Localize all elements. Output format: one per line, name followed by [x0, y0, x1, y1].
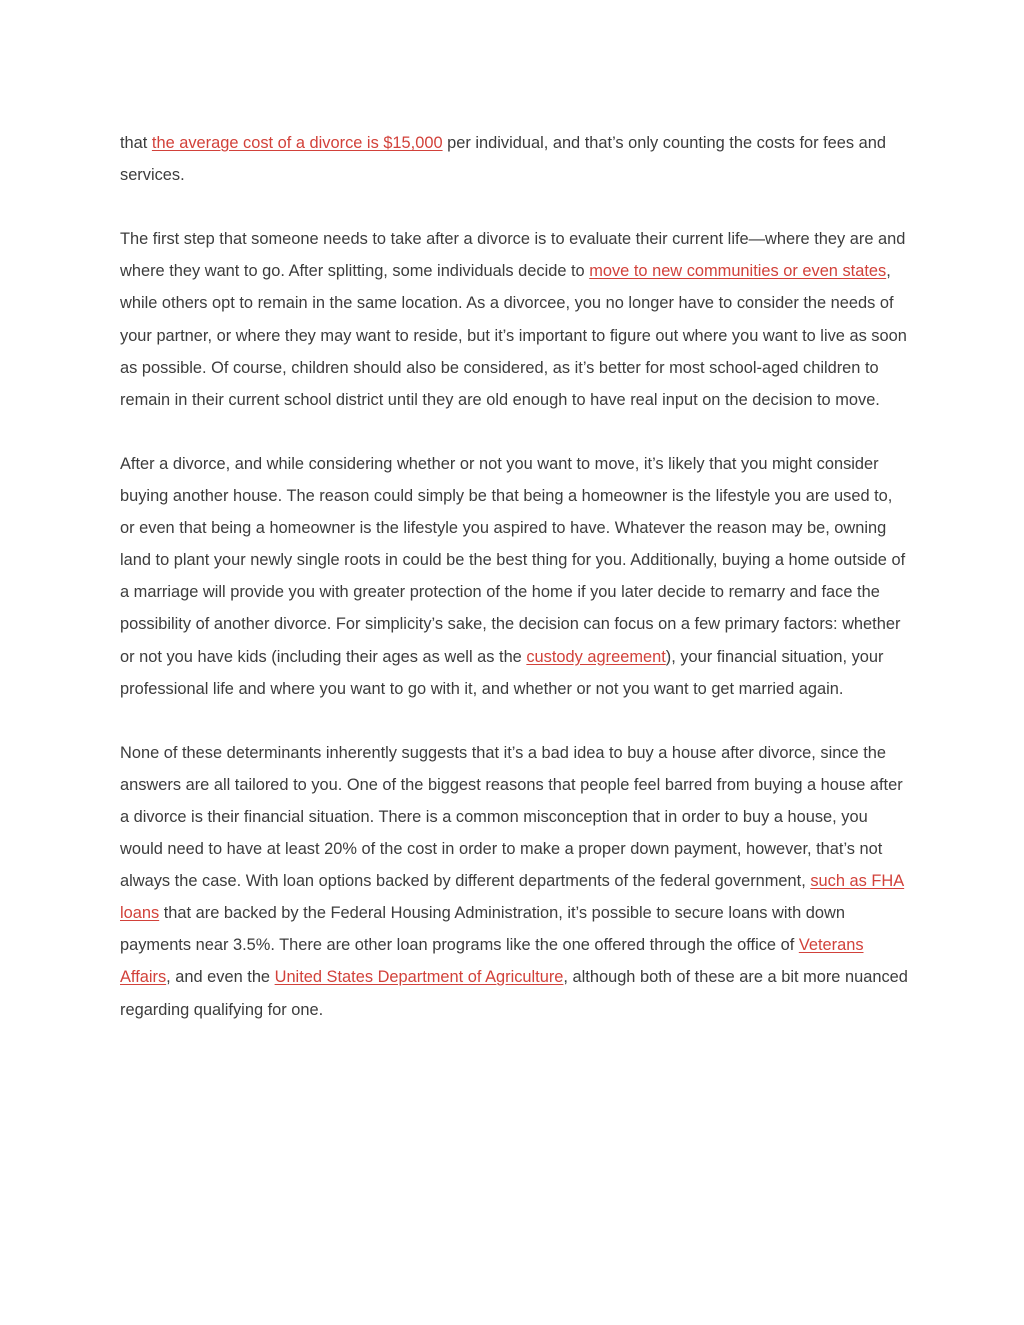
link-move-to-new-communities[interactable]: move to new communities or even states	[589, 262, 887, 281]
text-run: ), your financial situation, your professional life and where you want to go with it, and whether or not you want to get married again.	[120, 647, 884, 698]
text-run: None of these determinants inherently suggests that it’s a bad idea to buy a house after divorce, since the answers are all tailored to you. One of the biggest reasons that people feel barred from buying a house after a divorce is their financial situation. There is a common misconception that in order to buy a house, you would need to have at least 20% of the cost in order to make a proper down payment, however, that’s not always the case. With loan options backed by different departments of the federal government,	[120, 743, 903, 891]
text-run: , and even the	[166, 968, 275, 987]
paragraph-4	[120, 737, 910, 1026]
text-run: , although both of these are a bit more nuanced regarding qualifying for one.	[120, 968, 908, 1019]
document-page	[120, 127, 910, 1058]
text-run: The first step that someone needs to take after a divorce is to evaluate their current life—where they are and where they want to go. After splitting, some individuals decide to	[120, 230, 906, 281]
link-average-divorce-cost[interactable]: the average cost of a divorce is $15,000	[151, 134, 443, 152]
text-run: , while others opt to remain in the same location. As a divorcee, you no longer have to consider the needs of your partner, or where they may want to reside, but it’s important to figure out where you want to live as soon as possible. Of course, children should also be considered, as it’s better for most school-aged children to remain in their current school district until they are old enough to have real input on the decision to move.	[120, 262, 907, 409]
link-fha-loans[interactable]: such as FHA loans	[120, 872, 905, 923]
text-run: that are backed by the Federal Housing Administration, it’s possible to secure loans with down payments near 3.5%. There are other loan programs like the one offered through the office of	[120, 904, 845, 955]
link-custody-agreement[interactable]: custody agreement	[526, 647, 666, 666]
paragraph-2	[120, 223, 910, 416]
paragraph-3	[120, 448, 910, 705]
paragraph-1	[120, 127, 910, 191]
link-veterans-affairs[interactable]: Veterans Affairs	[120, 936, 864, 987]
text-run: per individual, and that’s only counting the costs for fees and services.	[120, 134, 887, 185]
text-run: that	[120, 134, 152, 152]
text-run: After a divorce, and while considering whether or not you want to move, it’s likely that you might consider buying another house. The reason could simply be that being a homeowner is the lifestyle you are used to, or even that being a homeowner is the lifestyle you aspired to have. Whatever the reason may be, owning land to plant your newly single roots in could be the best thing for you. Additionally, buying a home outside of a marriage will provide you with greater protection of the home if you later decide to remarry and face the possibility of another divorce. For simplicity’s sake, the decision can focus on a few primary factors: whether or not you have kids (including their ages as well as the	[120, 454, 906, 666]
link-usda[interactable]: United States Department of Agriculture	[274, 968, 564, 987]
